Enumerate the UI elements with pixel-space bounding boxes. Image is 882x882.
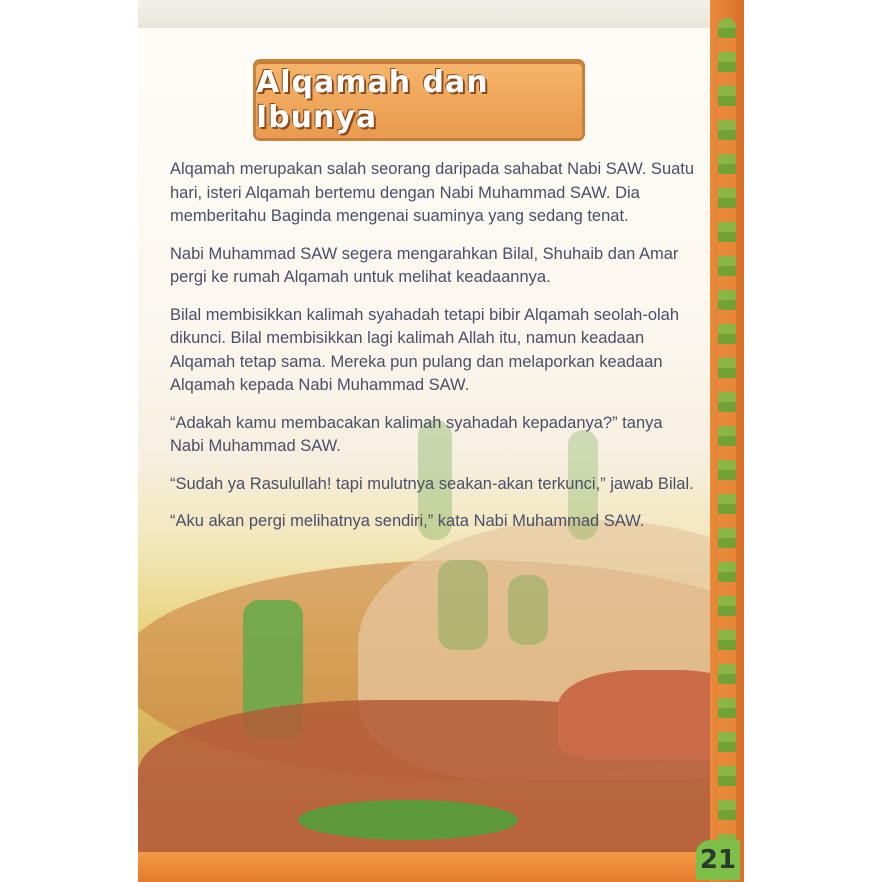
vine-decoration (718, 18, 736, 858)
page-title: Alqamah dan Ibunya (256, 65, 489, 135)
story-paragraph: Nabi Muhammad SAW segera mengarahkan Bilal, Shuhaib dan Amar pergi ke rumah Alqamah untuk melihat keadaannya. (170, 244, 679, 286)
page-right-border (710, 0, 744, 882)
title-sign (256, 62, 582, 138)
page-number: 21 (696, 840, 740, 880)
book-page (138, 0, 744, 882)
cactus-illustration (508, 575, 548, 645)
story-paragraph: Bilal membisikkan kalimah syahadah tetapi bibir Alqamah seolah-olah dikunci. Bilal membisikkan lagi kalimah Allah itu, namun keadaan Alqamah tetap sama. Mereka pun pulang dan melaporkan keadaan Alqamah kepada Nabi Muhammad SAW. (170, 305, 680, 394)
story-paragraph: “Adakah kamu membacakan kalimah syahadah kepadanya?” tanya Nabi Muhammad SAW. (170, 413, 663, 455)
story-paragraph: “Sudah ya Rasulullah! tapi mulutnya seakan-akan terkunci,” jawab Bilal. (170, 474, 694, 493)
cactus-illustration (438, 560, 488, 650)
page-margin (744, 0, 882, 882)
story-paragraph: “Aku akan pergi melihatnya sendiri,” kata Nabi Muhammad SAW. (170, 512, 645, 530)
bush-illustration (298, 800, 518, 840)
story-text (170, 158, 695, 548)
page-top-border (138, 0, 744, 28)
story-paragraph: Alqamah merupakan salah seorang daripada sahabat Nabi SAW. Suatu hari, isteri Alqamah bertemu dengan Nabi Muhammad SAW. Dia memberitahu Baginda mengenai suaminya yang sedang tenat. (170, 160, 695, 225)
page-bottom-border (138, 852, 744, 882)
